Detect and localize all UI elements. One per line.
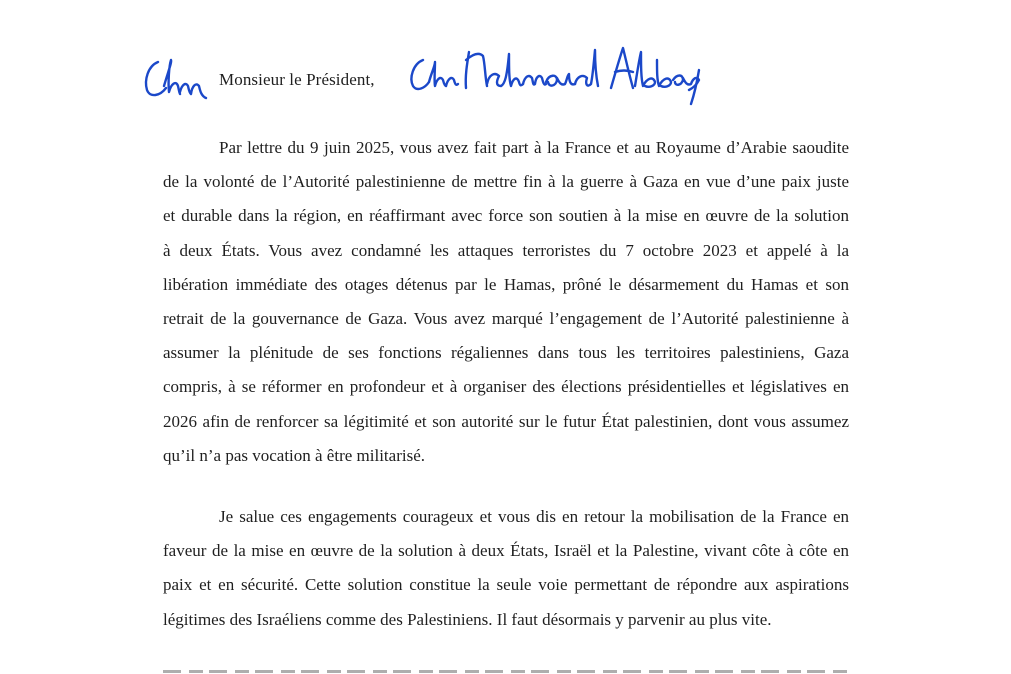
paragraph-2-line: paix et en sécurité. Cette solution constitue la seule voie permettant de répondre aux aspirations (163, 575, 849, 595)
paragraph-2 (163, 500, 849, 637)
paragraph-1-line: qu’il n’a pas vocation à être militarisé. (163, 445, 425, 465)
paragraph-2-line: légitimes des Israéliens comme des Palestiniens. Il faut désormais y parvenir au plus vite. (163, 609, 772, 629)
paragraph-1-line: 2026 afin de renforcer sa légitimité et son autorité sur le futur État palestinien, dont vous assumez (163, 411, 849, 431)
paragraph-1-line: assumer la plénitude de ses fonctions régaliennes dans tous les territoires palestiniens, Gaza (163, 343, 849, 363)
paragraph-2-line: Je salue ces engagements courageux et vous dis en retour la mobilisation de la France en (219, 507, 849, 526)
paragraph-1-line: compris, à se réformer en profondeur et à organiser des élections présidentielles et législatives en (163, 377, 849, 397)
cropped-next-line (163, 666, 849, 674)
paragraph-1-line: Par lettre du 9 juin 2025, vous avez fait part à la France et au Royaume d’Arabie saoudite (219, 138, 849, 157)
paragraph-1 (163, 131, 849, 473)
paragraph-2-line: faveur de la mise en œuvre de la solution à deux États, Israël et la Palestine, vivant côte à côte en (163, 541, 849, 561)
paragraph-1-line: retrait de la gouvernance de Gaza. Vous avez marqué l’engagement de l’Autorité palestinienne à (163, 309, 849, 329)
handwritten-greeting-right (405, 30, 705, 110)
paragraph-1-line: à deux États. Vous avez condamné les attaques terroristes du 7 octobre 2023 et appelé à la (163, 240, 849, 260)
handwritten-greeting-left (138, 52, 210, 104)
paragraph-1-line: libération immédiate des otages détenus par le Hamas, prôné le désarmement du Hamas et son (163, 274, 849, 294)
paragraph-1-line: et durable dans la région, en réaffirmant avec force son soutien à la mise en œuvre de la solution (163, 206, 849, 226)
salutation: Monsieur le Président, (219, 70, 375, 89)
paragraph-1-line: de la volonté de l’Autorité palestinienne de mettre fin à la guerre à Gaza en vue d’une paix juste (163, 172, 849, 192)
